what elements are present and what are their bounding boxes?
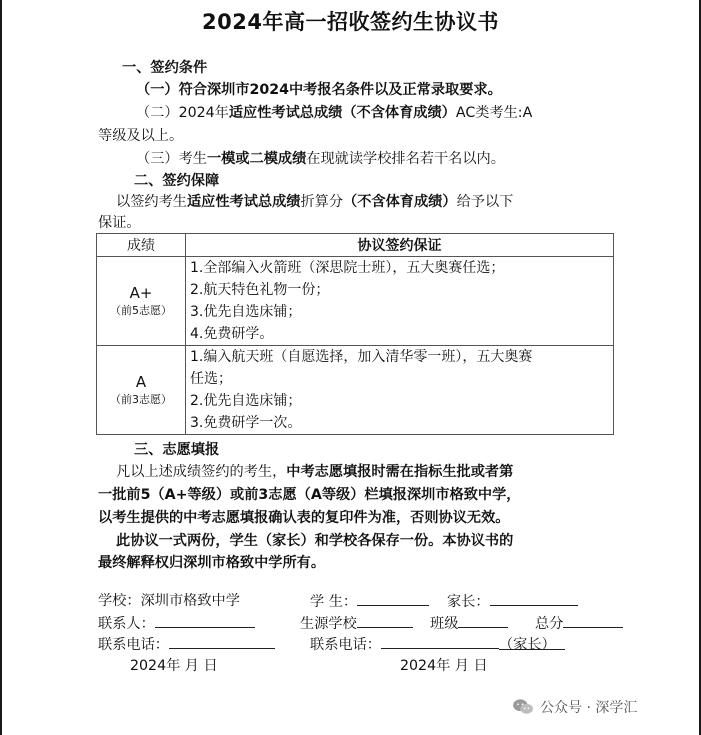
document-title: 2024年高一招收签约生协议书	[202, 10, 499, 34]
signature-class: 班级	[430, 613, 508, 634]
source-school-blank[interactable]	[357, 613, 413, 628]
table-row	[97, 346, 614, 435]
section2-text-cont: 保证。	[98, 215, 141, 231]
section3-p1-line3: 以考生提供的中考志愿填报确认表的复印件为准，否则协议无效。	[98, 510, 510, 526]
signature-school: 学校：深圳市格致中学	[98, 593, 240, 609]
wechat-icon	[512, 698, 534, 716]
signature-phone: 联系电话：	[98, 634, 275, 655]
section3-heading: 三、志愿填报	[134, 442, 220, 458]
grade-note: （前5志愿）	[110, 304, 172, 317]
parent-blank[interactable]	[490, 591, 578, 606]
section3-p2-line1: 此协议一式两份，学生（家长）和学校各保存一份。本协议书的	[116, 533, 514, 549]
section2-heading: 二、签约保障	[134, 173, 220, 189]
class-blank[interactable]	[458, 613, 508, 628]
signature-source-school: 生源学校	[300, 613, 413, 634]
grade-cell	[97, 346, 186, 435]
contact-blank[interactable]	[155, 613, 255, 628]
phone-blank[interactable]	[169, 634, 275, 649]
benefit-item: 任选；	[190, 371, 232, 387]
phone2-blank[interactable]	[381, 634, 499, 649]
student-blank[interactable]	[357, 591, 429, 606]
total-blank[interactable]	[563, 613, 623, 628]
signature-phone2: 联系电话： （家长）	[310, 634, 565, 655]
section1-item1: （一）符合深圳市2024中考报名条件以及正常录取要求。	[136, 82, 502, 98]
section3-p1-line1: 凡以上述成绩签约的考生，中考志愿填报时需在指标生批或者第	[116, 464, 514, 480]
watermark	[512, 697, 637, 717]
benefit-cell	[186, 257, 614, 346]
section1-item2: （二）2024年适应性考试总成绩（不含体育成绩）AC类考生:A	[136, 105, 533, 121]
watermark-text: 公众号 · 深学汇	[540, 700, 638, 716]
signature-parent: 家长：	[447, 591, 578, 612]
section3-p1-line2: 一批前5（A+等级）或前3志愿（A等级）栏填报深圳市格致中学，	[98, 487, 521, 503]
table-header-row	[97, 234, 614, 257]
guarantee-table	[96, 233, 614, 435]
table-row	[97, 257, 614, 346]
date-left: 2024年 月 日	[130, 658, 218, 674]
benefit-item: 2.优先自选床铺；	[190, 393, 302, 409]
section3-p2-line2: 最终解释权归深圳市格致中学所有。	[98, 555, 326, 571]
header-guarantee: 协议签约保证	[186, 234, 614, 257]
section1-item3: （三）考生一模或二模成绩在现就读学校排名若干名以内。	[136, 151, 505, 167]
date-right: 2024年 月 日	[400, 658, 488, 674]
header-score: 成绩	[97, 234, 186, 257]
benefit-item: 2.航天特色礼物一份；	[190, 282, 330, 298]
benefit-item: 3.优先自选床铺；	[190, 304, 302, 320]
signature-total: 总分	[535, 613, 623, 634]
benefit-item: 1.全部编入火箭班（深思院士班），五大奥赛任选；	[190, 260, 505, 276]
grade-cell	[97, 257, 186, 346]
signature-student: 学 生：	[310, 591, 429, 612]
parent-suffix: （家长）	[499, 635, 565, 650]
benefit-item: 3.免费研学一次。	[190, 415, 302, 431]
section2-text: 以签约考生适应性考试总成绩折算分（不含体育成绩）给予以下	[116, 194, 514, 210]
benefit-item: 1.编入航天班（自愿选择，加入清华零一班），五大奥赛	[190, 349, 533, 365]
grade-label: A+	[129, 284, 153, 302]
section1-heading: 一、签约条件	[122, 60, 208, 76]
grade-label: A	[135, 373, 147, 391]
grade-note: （前3志愿）	[110, 393, 172, 406]
benefit-cell	[186, 346, 614, 435]
signature-contact: 联系人：	[98, 613, 255, 634]
benefit-item: 4.免费研学。	[190, 326, 274, 342]
section1-item2-cont: 等级及以上。	[98, 128, 184, 144]
